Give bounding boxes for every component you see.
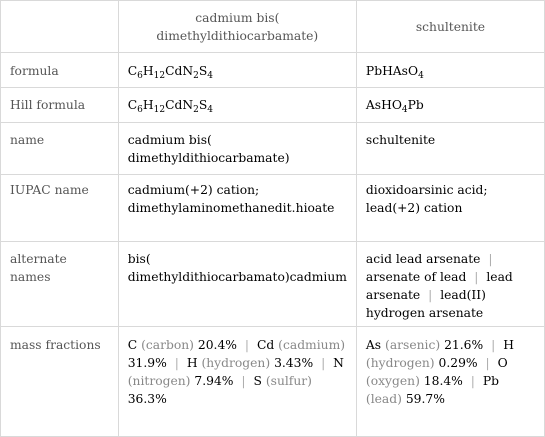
row-label-hill-formula: Hill formula	[1, 88, 119, 123]
mass-percent: 20.4%	[197, 338, 237, 352]
element-symbol: Cd	[256, 338, 275, 352]
alternate-name: bis(​dimethyldithiocarbamato)cadmium	[127, 252, 347, 284]
column-header-schultenite: schultenite	[356, 1, 544, 53]
alternate-name: acid lead arsenate	[365, 252, 481, 266]
row-alternate-names	[1, 242, 545, 327]
alternate-names-cadmium	[118, 242, 356, 327]
row-mass-fractions	[1, 327, 545, 437]
element-symbol: C	[127, 338, 138, 352]
element-name: (arsenic)	[385, 338, 441, 352]
separator: |	[428, 288, 433, 302]
separator: |	[241, 374, 246, 388]
row-hill-formula	[1, 88, 545, 123]
mass-percent: 36.3%	[127, 392, 167, 406]
separator: |	[485, 356, 490, 370]
separator: |	[470, 374, 475, 388]
row-name	[1, 123, 545, 175]
row-formula	[1, 53, 545, 88]
element-symbol: H	[186, 356, 198, 370]
formula-schultenite: PbHAsO$_4$	[356, 53, 544, 88]
alternate-name: lead arsenate	[365, 270, 513, 302]
mass-percent: 0.29%	[438, 356, 478, 370]
separator: |	[244, 338, 250, 352]
element-symbol: S	[253, 374, 262, 388]
name-cadmium: cadmium bis(​dimethyldithiocarbamate)	[118, 123, 356, 175]
row-label-alternate-names: alternate names	[1, 242, 119, 327]
mass-percent: 18.4%	[423, 374, 463, 388]
alternate-name: arsenate of lead	[365, 270, 467, 284]
mass-fractions-schultenite	[356, 327, 544, 437]
element-name: (oxygen)	[365, 374, 420, 388]
element-name: (carbon)	[141, 338, 194, 352]
mass-percent: 59.7%	[405, 392, 445, 406]
separator: |	[488, 252, 493, 266]
iupac-name-schultenite: dioxidoarsinic acid; lead(+2) cation	[356, 175, 544, 242]
column-header-cadmium: cadmium bis(​dimethyldithiocarbamate)	[118, 1, 356, 53]
row-iupac-name	[1, 175, 545, 242]
row-label-formula: formula	[1, 53, 119, 88]
row-label-name: name	[1, 123, 119, 175]
element-symbol: Pb	[482, 374, 500, 388]
element-symbol: N	[333, 356, 344, 370]
hill-formula-cadmium: $C_6H_{12}CdN_2S_4$	[118, 88, 356, 123]
mass-percent: 21.6%	[444, 338, 484, 352]
formula-cadmium: $C_6H_{12}CdN_2S_4$	[118, 53, 356, 88]
mass-percent: 31.9%	[127, 356, 167, 370]
row-label-mass-fractions: mass fractions	[1, 327, 119, 437]
element-name: (lead)	[365, 392, 402, 406]
row-label-iupac-name: IUPAC name	[1, 175, 119, 242]
element-symbol: O	[497, 356, 508, 370]
element-symbol: As	[365, 338, 382, 352]
element-name: (sulfur)	[265, 374, 312, 388]
alternate-name: lead(II) hydrogen arsenate	[365, 288, 486, 320]
name-schultenite: schultenite	[356, 123, 544, 175]
mass-fractions-cadmium	[118, 327, 356, 437]
separator: |	[174, 356, 179, 370]
separator: |	[474, 270, 479, 284]
corner-cell	[1, 1, 119, 53]
mass-percent: 7.94%	[194, 374, 234, 388]
header-row	[1, 1, 545, 53]
element-symbol: H	[503, 338, 514, 352]
mass-percent: 3.43%	[274, 356, 314, 370]
iupac-name-cadmium: cadmium(+2) cation; dimethylaminomethanedit․hioate	[118, 175, 356, 242]
separator: |	[491, 338, 496, 352]
element-name: (hydrogen)	[201, 356, 271, 370]
element-name: (hydrogen)	[365, 356, 435, 370]
separator: |	[321, 356, 326, 370]
hill-formula-schultenite: AsHO$_4$Pb	[356, 88, 544, 123]
element-name: (nitrogen)	[127, 374, 191, 388]
element-name: (cadmium)	[278, 338, 346, 352]
alternate-names-schultenite	[356, 242, 544, 327]
